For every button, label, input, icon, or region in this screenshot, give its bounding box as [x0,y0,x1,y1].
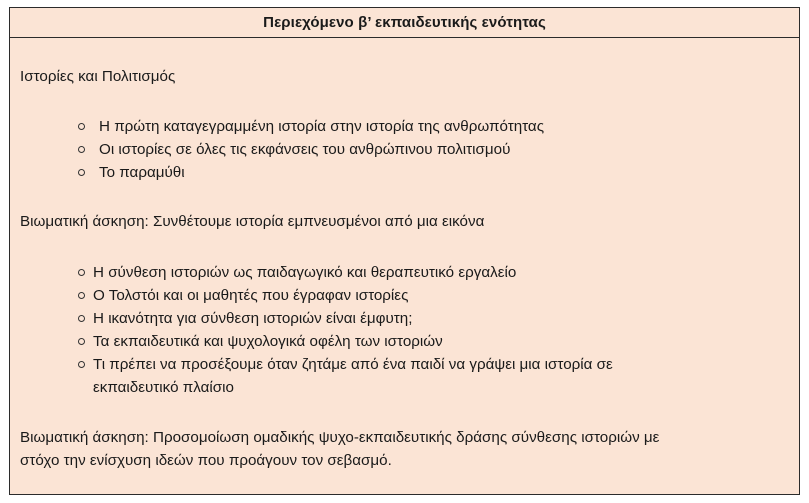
hollow-circle-bullet-icon [78,361,85,368]
section-heading-group-exercise [20,426,789,472]
list-item-text: Ο Τολστόι και οι μαθητές που έγραφαν ιστορίες [93,287,409,304]
list-item [93,307,789,330]
hollow-circle-bullet-icon [78,338,85,345]
paragraph-line: στόχο την ενίσχυση ιδεών που προάγουν τον σεβασμό. [20,452,392,469]
list-item-text: Οι ιστορίες σε όλες τις εκφάνσεις του ανθρώπινου πολιτισμού [99,141,511,158]
paragraph-line: Βιωματική άσκηση: Προσομοίωση ομαδικής ψυχο-εκπαιδευτικής δράσης σύνθεσης ιστοριών με [20,429,660,446]
content-table [9,7,800,495]
list-item [93,284,789,307]
hollow-circle-bullet-icon [78,146,85,153]
bullet-list-stories-culture [20,115,789,184]
list-item [93,261,789,284]
hollow-circle-bullet-icon [78,123,85,130]
list-item-text: Το παραμύθι [99,164,185,181]
list-item-text-continuation: εκπαιδευτικό πλαίσιο [93,379,234,396]
table-body-cell [10,38,799,472]
list-item [93,353,789,399]
hollow-circle-bullet-icon [78,292,85,299]
list-item-text: Τα εκπαιδευτικά και ψυχολογικά οφέλη των ιστοριών [93,333,443,350]
list-item-text: Η πρώτη καταγεγραμμένη ιστορία στην ιστορία της ανθρωπότητας [99,118,545,135]
hollow-circle-bullet-icon [78,269,85,276]
hollow-circle-bullet-icon [78,169,85,176]
list-item [99,115,789,138]
table-header-row [10,8,799,38]
list-item-text: Τι πρέπει να προσέξουμε όταν ζητάμε από ένα παιδί να γράψει μια ιστορία σε [93,356,613,373]
list-item [99,161,789,184]
list-item [93,330,789,353]
hollow-circle-bullet-icon [78,315,85,322]
section-heading-exercise-image: Βιωματική άσκηση: Συνθέτουμε ιστορία εμπνευσμένοι από μια εικόνα [20,213,485,230]
table-title: Περιεχόμενο β’ εκπαιδευτικής ενότητας [263,14,546,31]
section-heading-stories-culture: Ιστορίες και Πολιτισμός [20,68,176,85]
list-item-text: Η σύνθεση ιστοριών ως παιδαγωγικό και θεραπευτικό εργαλείο [93,264,517,281]
list-item-text: Η ικανότητα για σύνθεση ιστοριών είναι έμφυτη; [93,310,413,327]
list-item [99,138,789,161]
bullet-list-exercise-image [20,261,789,399]
